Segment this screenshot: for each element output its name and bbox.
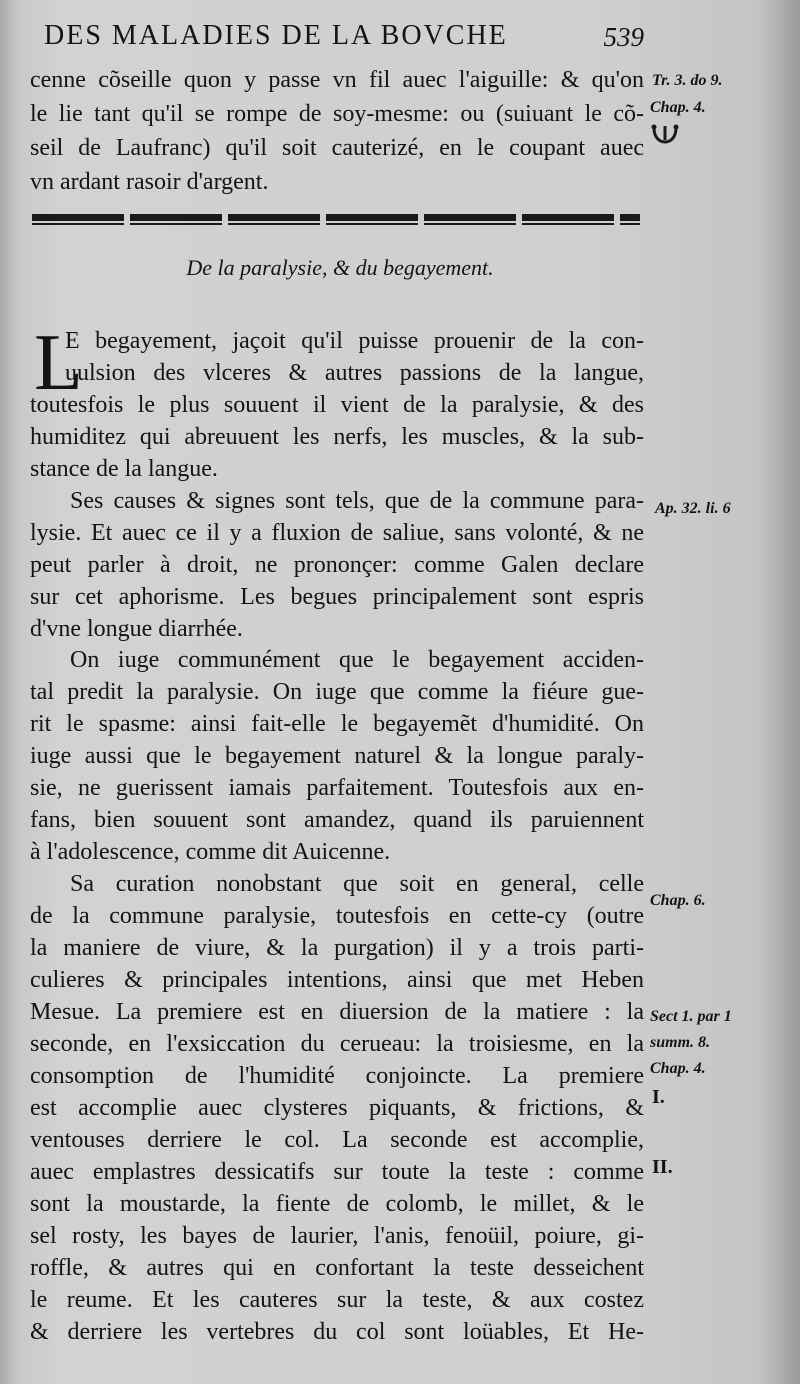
margin-note-chap4: Chap. 4. bbox=[650, 99, 706, 116]
section-divider bbox=[32, 214, 640, 221]
running-title: DES MALADIES DE LA BOVCHE bbox=[44, 20, 508, 51]
margin-note-sect: Sect 1. par 1 bbox=[650, 1008, 732, 1025]
text-line: sel rosty, les bayes de laurier, l'anis, fenoüil, poiure, gi- bbox=[30, 1223, 644, 1249]
text-line: E begayement, jaçoit qu'il puisse prouenir de la con- bbox=[65, 328, 644, 354]
text-line: sur cet aphorisme. Les begues principalement sont espris bbox=[30, 584, 644, 610]
text-line: stance de la langue. bbox=[30, 456, 218, 482]
text-line: à l'adolescence, comme dit Auicenne. bbox=[30, 839, 391, 865]
text-line: est accomplie auec clysteres piquants, & frictions, & bbox=[30, 1095, 644, 1121]
margin-note-ap: Ap. 32. li. 6 bbox=[655, 500, 731, 517]
text-line: Sa curation nonobstant que soit en general, celle bbox=[70, 871, 644, 897]
text-line: sie, ne guerissent iamais parfaitement. Toutesfois aux en- bbox=[30, 775, 644, 801]
running-header bbox=[44, 20, 644, 60]
text-line: seil de Laufranc) qu'il soit cauterizé, en le coupant auec bbox=[30, 135, 644, 161]
text-line: la maniere de viure, & la purgation) il y a trois parti- bbox=[30, 935, 644, 961]
margin-note-roman-1: I. bbox=[652, 1086, 665, 1108]
text-line: Ses causes & signes sont tels, que de la commune para- bbox=[70, 488, 644, 514]
section-heading: De la paralysie, & du begayement. bbox=[186, 255, 494, 280]
text-line: le lie tant qu'il se rompe de soy-mesme: ou (suiuant le cõ- bbox=[30, 101, 644, 127]
text-line: toutesfois le plus souuent il vient de la paralysie, & des bbox=[30, 392, 644, 418]
margin-note-chap6: Chap. 6. bbox=[650, 892, 706, 909]
text-line: sont la moustarde, la fiente de colomb, le millet, & le bbox=[30, 1191, 644, 1217]
text-line: roffle, & autres qui en confortant la teste desseichent bbox=[30, 1255, 644, 1281]
margin-note-roman-2: II. bbox=[652, 1156, 673, 1178]
text-line: vn ardant rasoir d'argent. bbox=[30, 169, 269, 195]
text-line: ventouses derriere le col. La seconde est accomplie, bbox=[30, 1127, 644, 1153]
text-line: le reume. Et les cauteres sur la teste, & aux costez bbox=[30, 1287, 644, 1313]
text-line: humiditez qui abreuuent les nerfs, les muscles, & la sub- bbox=[30, 424, 644, 450]
section-divider-thin bbox=[32, 223, 640, 225]
text-line: fans, bien souuent sont amandez, quand ils paruiennent bbox=[30, 807, 644, 833]
margin-note-chap4b: Chap. 4. bbox=[650, 1060, 706, 1077]
text-line: & derriere les vertebres du col sont loüables, Et He- bbox=[30, 1319, 644, 1345]
drop-capital: L bbox=[34, 319, 83, 407]
page-number: 539 bbox=[603, 22, 644, 52]
text-line: consomption de l'humidité conjoincte. La premiere bbox=[30, 1063, 644, 1089]
text-line: On iuge communément que le begayement acciden- bbox=[70, 647, 644, 673]
text-line: culieres & principales intentions, ainsi que met Heben bbox=[30, 967, 644, 993]
text-line: auec emplastres dessicatifs sur toute la teste : comme bbox=[30, 1159, 644, 1185]
fleuron-icon bbox=[650, 122, 680, 148]
text-line: lysie. Et auec ce il y a fluxion de saliue, sans volonté, & ne bbox=[30, 520, 644, 546]
text-line: Mesue. La premiere est en diuersion de la matiere : la bbox=[30, 999, 644, 1025]
text-line: peut parler à droit, ne prononçer: comme Galen declare bbox=[30, 552, 644, 578]
text-line: rit le spasme: ainsi fait-elle le begayemẽt d'humidité. On bbox=[30, 711, 644, 737]
text-line: uulsion des vlceres & autres passions de la langue, bbox=[65, 360, 644, 386]
margin-note-tr: Tr. 3. do 9. bbox=[652, 72, 723, 89]
margin-note-summ: summ. 8. bbox=[650, 1034, 711, 1051]
text-line: cenne cõseille quon y passe vn fil auec l'aiguille: & qu'on bbox=[30, 67, 644, 93]
text-line: d'vne longue diarrhée. bbox=[30, 616, 243, 642]
text-line: iuge aussi que le begayement naturel & la longue paraly- bbox=[30, 743, 644, 769]
text-line: seconde, en l'exsiccation du cerueau: la troisiesme, en la bbox=[30, 1031, 644, 1057]
text-line: tal predit la paralysie. On iuge que comme la fiéure gue- bbox=[30, 679, 644, 705]
text-line: de la commune paralysie, toutesfois en cette-cy (outre bbox=[30, 903, 644, 929]
